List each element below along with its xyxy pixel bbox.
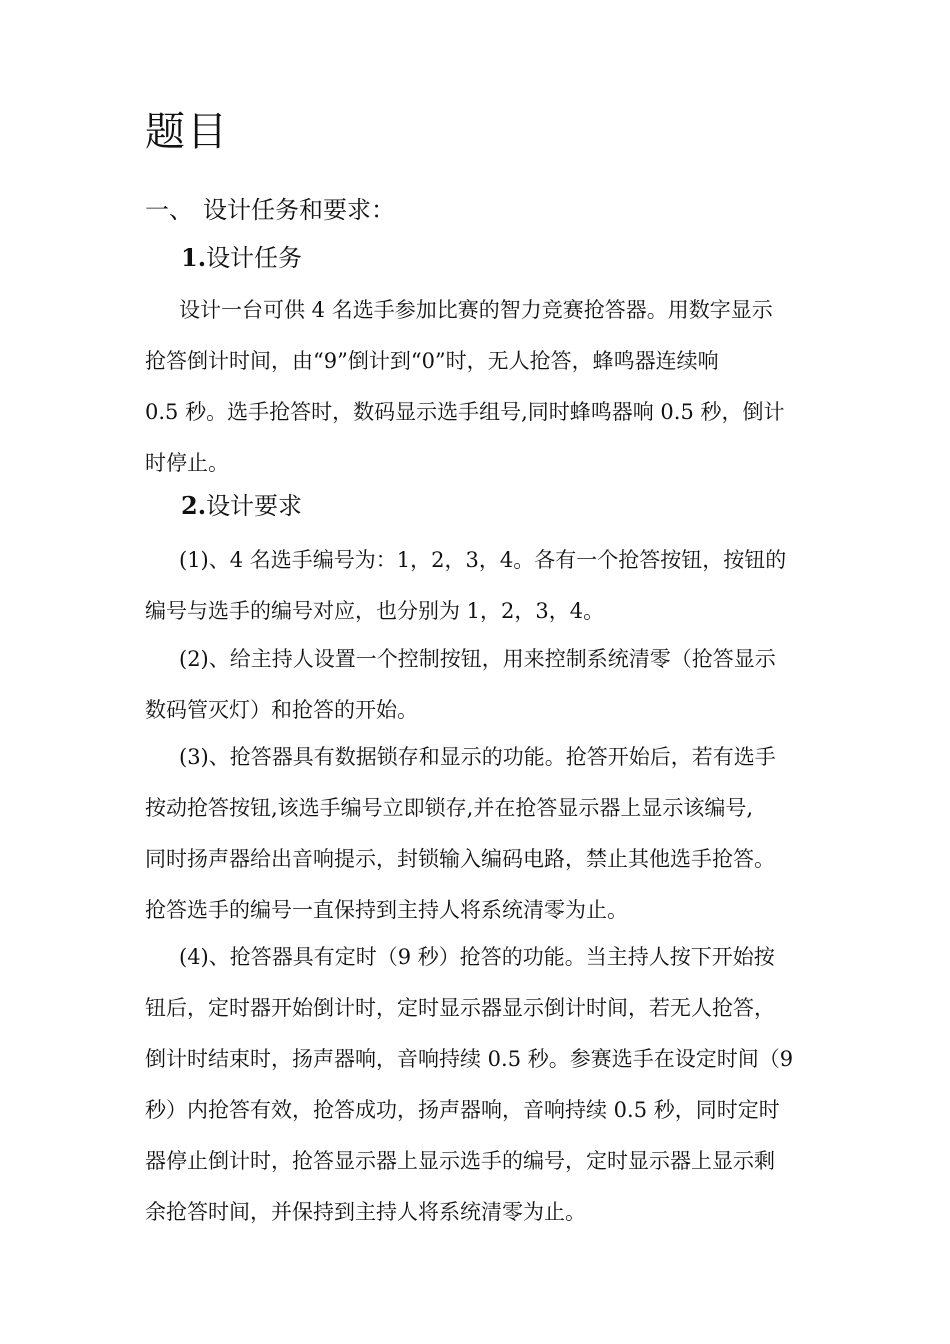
task-heading <box>181 240 302 276</box>
requirement-item-2 <box>145 634 810 736</box>
text-line: 数码管灭灯）和抢答的开始。 <box>145 698 418 722</box>
requirement-item-1 <box>145 535 810 637</box>
text-line: (4)、抢答器具有定时（9 秒）抢答的功能。当主持人按下开始按 <box>179 945 775 969</box>
text-line: 按动抢答按钮,该选手编号立即锁存,并在抢答显示器上显示该编号, <box>145 796 754 820</box>
task-heading-number: 1. <box>181 243 207 272</box>
text-line: 钮后，定时器开始倒计时，定时显示器显示倒计时间，若无人抢答， <box>145 996 775 1020</box>
section-number: 一、 <box>145 196 193 224</box>
text-line: 器停止倒计时，抢答显示器上显示选手的编号，定时显示器上显示剩 <box>145 1149 775 1173</box>
text-line: 设计一台可供 4 名选手参加比赛的智力竞赛抢答器。用数字显示 <box>179 298 773 322</box>
text-line: 秒）内抢答有效，抢答成功，扬声器响，音响持续 0.5 秒，同时定时 <box>145 1098 780 1122</box>
text-line: (3)、抢答器具有数据锁存和显示的功能。抢答开始后，若有选手 <box>179 745 776 769</box>
requirements-heading-number: 2. <box>181 491 207 520</box>
requirement-item-4 <box>145 932 810 1238</box>
text-line: 余抢答时间，并保持到主持人将系统清零为止。 <box>145 1200 586 1224</box>
requirement-item-3 <box>145 732 810 936</box>
requirements-heading-text: 设计要求 <box>206 492 303 520</box>
text-line: (2)、给主持人设置一个控制按钮，用来控制系统清零（抢答显示 <box>179 647 776 671</box>
page-title: 题目 <box>145 109 229 155</box>
section-heading <box>145 192 395 228</box>
text-line: (1)、4 名选手编号为：1，2，3，4。各有一个抢答按钮，按钮的 <box>179 548 787 572</box>
text-line: 时停止。 <box>145 451 229 475</box>
task-heading-text: 设计任务 <box>206 244 303 272</box>
section-heading-text: 设计任务和要求： <box>203 196 395 224</box>
text-line: 倒计时结束时，扬声器响，音响持续 0.5 秒。参赛选手在设定时间（9 <box>145 1047 794 1071</box>
text-line: 编号与选手的编号对应，也分别为 1，2，3，4。 <box>145 599 605 623</box>
text-line: 抢答选手的编号一直保持到主持人将系统清零为止。 <box>145 898 628 922</box>
requirements-heading <box>181 488 302 524</box>
task-paragraph <box>145 285 810 489</box>
text-line: 0.5 秒。选手抢答时，数码显示选手组号,同时蜂鸣器响 0.5 秒，倒计 <box>145 400 785 424</box>
text-line: 同时扬声器给出音响提示，封锁输入编码电路，禁止其他选手抢答。 <box>145 847 775 871</box>
text-line: 抢答倒计时间，由“9”倒计到“0”时，无人抢答，蜂鸣器连续响 <box>145 349 719 373</box>
